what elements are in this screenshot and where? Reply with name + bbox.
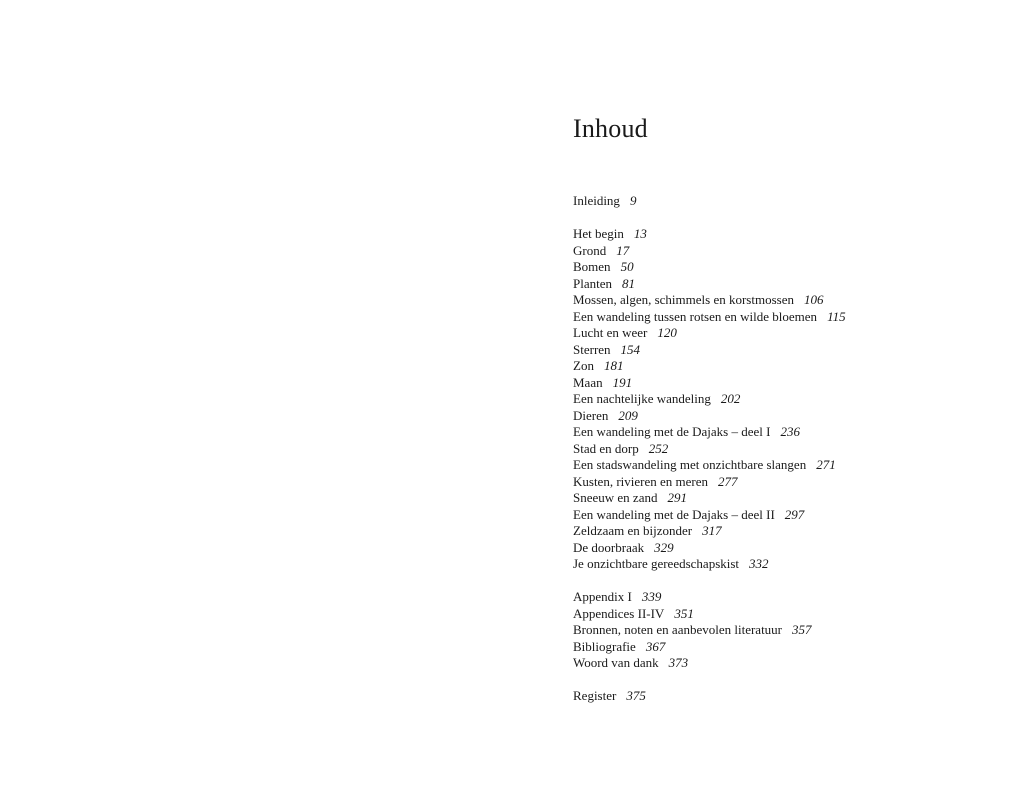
toc-entry-label: Een wandeling met de Dajaks – deel II: [573, 506, 775, 522]
toc-entry-label: Zon: [573, 358, 594, 373]
toc-entry: [573, 688, 993, 705]
toc-entry: [573, 325, 993, 342]
page-title: Inhoud: [573, 114, 648, 143]
toc-entry-page-number: 317: [702, 523, 722, 538]
toc-entry-page-number: 277: [718, 473, 738, 489]
toc-entry-page-number: 351: [674, 605, 694, 621]
toc-entry: [573, 540, 993, 557]
toc-entry-page-number: 367: [645, 638, 666, 654]
toc-entry: [573, 408, 993, 425]
toc-entry-label: Een stadswandeling met onzichtbare slangen: [573, 457, 807, 472]
toc-entry-label: Inleiding: [573, 193, 620, 208]
toc-entry: [573, 292, 993, 309]
toc-entry: [573, 655, 993, 672]
toc-entry-page-number: 154: [620, 341, 641, 357]
toc-entry-label: Planten: [573, 275, 612, 291]
toc-entry-label: Het begin: [573, 226, 624, 241]
toc-entry-label: Appendices II-IV: [573, 605, 665, 621]
toc-entry-page-number: 297: [784, 506, 805, 522]
toc-entry: [573, 342, 993, 359]
toc-entry-label: Je onzichtbare gereedschapskist: [573, 556, 740, 571]
toc-section: [573, 193, 993, 210]
toc-entry: [573, 556, 993, 573]
toc-entry: [573, 424, 993, 441]
toc-entry-page-number: 181: [603, 358, 624, 373]
toc-entry-label: De doorbraak: [573, 539, 645, 555]
toc-entry-label: Een wandeling met de Dajaks – deel I: [573, 424, 771, 439]
toc-entry-label: Zeldzaam en bijzonder: [573, 523, 693, 538]
toc-entry-page-number: 191: [612, 374, 633, 390]
toc-entry-label: Bronnen, noten en aanbevolen literatuur: [573, 622, 783, 637]
toc-entry-label: Bomen: [573, 259, 611, 274]
toc-entry-page-number: 9: [629, 193, 637, 208]
toc-entry-page-number: 357: [792, 622, 812, 637]
toc-entry-page-number: 252: [648, 440, 669, 456]
toc-entry-page-number: 13: [633, 226, 647, 241]
toc-entry: [573, 523, 993, 540]
toc-entry: [573, 639, 993, 656]
toc-entry-page-number: 339: [641, 589, 662, 604]
toc-entry-label: Stad en dorp: [573, 440, 639, 456]
toc-entry-label: Lucht en weer: [573, 325, 648, 340]
toc-entry-page-number: 271: [816, 457, 836, 472]
toc-groups: [573, 193, 993, 705]
toc-entry-label: Appendix I: [573, 589, 632, 604]
toc-entry: [573, 507, 993, 524]
toc-section: [573, 226, 993, 573]
toc-entry-label: Een nachtelijke wandeling: [573, 391, 711, 406]
toc-entry: [573, 193, 993, 210]
toc-entry-label: Bibliografie: [573, 638, 636, 654]
toc-entry: [573, 391, 993, 408]
toc-entry-page-number: 115: [827, 308, 846, 324]
toc-entry-label: Grond: [573, 242, 607, 258]
toc-entry-page-number: 291: [667, 490, 687, 505]
toc-entry: [573, 589, 993, 606]
toc-entry: [573, 243, 993, 260]
toc-entry-page-number: 17: [616, 242, 630, 258]
toc-section: [573, 589, 993, 672]
toc-entry: [573, 606, 993, 623]
toc-entry-page-number: 202: [720, 391, 741, 406]
toc-entry: [573, 457, 993, 474]
toc-entry-page-number: 106: [803, 292, 824, 307]
toc-entry: [573, 375, 993, 392]
toc-entry-page-number: 120: [657, 325, 677, 340]
toc-entry-label: Sneeuw en zand: [573, 490, 658, 505]
toc-entry: [573, 441, 993, 458]
table-of-contents: [573, 112, 993, 721]
toc-entry: [573, 490, 993, 507]
toc-entry-page-number: 373: [668, 655, 689, 670]
toc-entry-page-number: 236: [780, 424, 800, 439]
toc-entry: [573, 226, 993, 243]
toc-entry-page-number: 329: [654, 539, 674, 555]
toc-entry: [573, 474, 993, 491]
toc-entry-page-number: 375: [626, 688, 646, 703]
toc-entry-page-number: 332: [749, 556, 769, 571]
toc-entry-label: Register: [573, 688, 617, 703]
toc-entry: [573, 622, 993, 639]
toc-entry-page-number: 81: [622, 275, 635, 291]
toc-entry-label: Woord van dank: [573, 655, 659, 670]
toc-entry-label: Een wandeling tussen rotsen en wilde bloemen: [573, 308, 818, 324]
toc-entry: [573, 276, 993, 293]
toc-entry: [573, 259, 993, 276]
toc-entry-label: Maan: [573, 374, 603, 390]
toc-entry-label: Mossen, algen, schimmels en korstmossen: [573, 292, 794, 307]
toc-entry: [573, 309, 993, 326]
toc-entry-page-number: 50: [620, 259, 634, 274]
toc-entry-page-number: 209: [618, 407, 638, 423]
toc-entry-label: Dieren: [573, 407, 609, 423]
toc-entry-label: Sterren: [573, 341, 611, 357]
toc-entry-label: Kusten, rivieren en meren: [573, 473, 709, 489]
toc-section: [573, 688, 993, 705]
toc-entry: [573, 358, 993, 375]
